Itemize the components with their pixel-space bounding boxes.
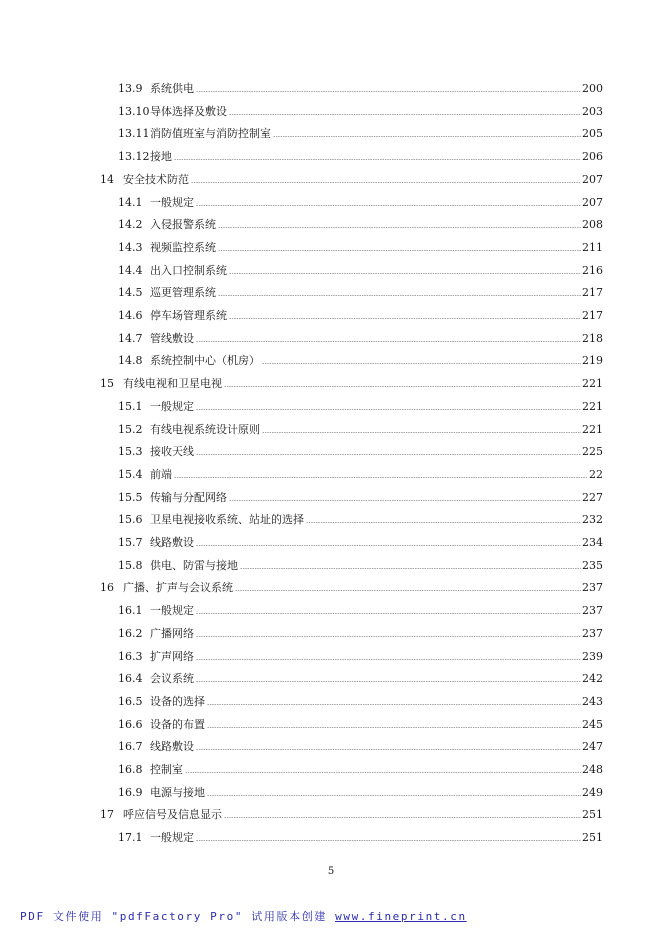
dot-leader xyxy=(262,363,581,364)
toc-entry-number: 14.3 xyxy=(118,241,143,254)
toc-entry-number: 16.8 xyxy=(118,763,143,776)
toc-entry-title: 一般规定 xyxy=(150,831,194,844)
toc-entry-number: 16.5 xyxy=(118,695,143,708)
toc-section-entry[interactable] xyxy=(0,672,603,686)
toc-entry-title: 一般规定 xyxy=(150,196,194,209)
toc-entry-page: 221 xyxy=(582,377,603,390)
dot-leader xyxy=(196,636,581,637)
dot-leader xyxy=(196,545,581,546)
toc-chapter-entry[interactable] xyxy=(0,173,603,187)
toc-entry-page: 243 xyxy=(582,695,603,708)
toc-entry-number: 13.12 xyxy=(118,150,150,163)
dot-leader xyxy=(196,454,581,455)
dot-leader xyxy=(224,817,581,818)
toc-entry-page: 218 xyxy=(582,332,603,345)
toc-entry-page: 249 xyxy=(582,786,603,799)
toc-entry-page: 237 xyxy=(582,627,603,640)
toc-entry-number: 16.2 xyxy=(118,627,143,640)
dot-leader xyxy=(262,432,581,433)
toc-entry-title: 管线敷设 xyxy=(150,332,194,345)
toc-section-entry[interactable] xyxy=(0,354,603,368)
dot-leader xyxy=(218,295,581,296)
dot-leader xyxy=(196,840,581,841)
toc-entry-number: 16 xyxy=(100,581,114,594)
dot-leader xyxy=(196,681,581,682)
toc-entry-number: 17 xyxy=(100,808,114,821)
toc-entry-title: 入侵报警系统 xyxy=(150,218,216,231)
toc-section-entry[interactable] xyxy=(0,763,603,777)
toc-entry-page: 227 xyxy=(582,491,603,504)
toc-entry-page: 239 xyxy=(582,650,603,663)
toc-entry-number: 14.2 xyxy=(118,218,143,231)
toc-section-entry[interactable] xyxy=(0,627,603,641)
toc-section-entry[interactable] xyxy=(0,445,603,459)
toc-entry-title: 设备的布置 xyxy=(150,718,205,731)
toc-entry-title: 线路敷设 xyxy=(150,740,194,753)
toc-section-entry[interactable] xyxy=(0,718,603,732)
toc-chapter-entry[interactable] xyxy=(0,581,603,595)
toc-entry-page: 216 xyxy=(582,264,603,277)
toc-section-entry[interactable] xyxy=(0,423,603,437)
dot-leader xyxy=(196,341,581,342)
toc-section-entry[interactable] xyxy=(0,332,603,346)
footer-link[interactable]: www.fineprint.cn xyxy=(335,910,467,923)
toc-entry-page: 242 xyxy=(582,672,603,685)
toc-section-entry[interactable] xyxy=(0,105,603,119)
dot-leader xyxy=(207,795,581,796)
toc-entry-title: 巡更管理系统 xyxy=(150,286,216,299)
toc-entry-page: 247 xyxy=(582,740,603,753)
toc-entry-page: 219 xyxy=(582,354,603,367)
dot-leader xyxy=(306,522,581,523)
toc-entry-title: 视频监控系统 xyxy=(150,241,216,254)
toc-section-entry[interactable] xyxy=(0,127,603,141)
dot-leader xyxy=(240,568,581,569)
toc-entry-number: 17.1 xyxy=(118,831,143,844)
dot-leader xyxy=(196,613,581,614)
toc-section-entry[interactable] xyxy=(0,286,603,300)
pdf-footer xyxy=(20,908,467,924)
toc-section-entry[interactable] xyxy=(0,196,603,210)
toc-entry-title: 设备的选择 xyxy=(150,695,205,708)
toc-entry-page: 235 xyxy=(582,559,603,572)
toc-section-entry[interactable] xyxy=(0,650,603,664)
toc-section-entry[interactable] xyxy=(0,536,603,550)
toc-entry-number: 13.9 xyxy=(118,82,143,95)
toc-entry-number: 15.5 xyxy=(118,491,143,504)
toc-entry-title: 传输与分配网络 xyxy=(150,491,227,504)
toc-entry-title: 呼应信号及信息显示 xyxy=(123,808,222,821)
toc-section-entry[interactable] xyxy=(0,150,603,164)
toc-entry-title: 卫星电视接收系统、站址的选择 xyxy=(150,513,304,526)
toc-entry-title: 广播网络 xyxy=(150,627,194,640)
toc-section-entry[interactable] xyxy=(0,740,603,754)
page-number: 5 xyxy=(327,866,335,877)
toc-entry-page: 248 xyxy=(582,763,603,776)
dot-leader xyxy=(196,659,581,660)
toc-entry-page: 237 xyxy=(582,604,603,617)
toc-entry-title: 系统供电 xyxy=(150,82,194,95)
toc-entry-number: 15.1 xyxy=(118,400,143,413)
toc-entry-page: 22 xyxy=(589,468,603,481)
toc-entry-number: 15.8 xyxy=(118,559,143,572)
toc-entry-number: 16.6 xyxy=(118,718,143,731)
toc-entry-number: 16.4 xyxy=(118,672,143,685)
dot-leader xyxy=(174,159,581,160)
toc-entry-page: 225 xyxy=(582,445,603,458)
toc-entry-title: 会议系统 xyxy=(150,672,194,685)
toc-entry-number: 16.1 xyxy=(118,604,143,617)
toc-section-entry[interactable] xyxy=(0,491,603,505)
toc-entry-page: 234 xyxy=(582,536,603,549)
toc-section-entry[interactable] xyxy=(0,400,603,414)
toc-entry-page: 245 xyxy=(582,718,603,731)
dot-leader xyxy=(218,250,581,251)
toc-section-entry[interactable] xyxy=(0,468,603,482)
toc-entry-page: 208 xyxy=(582,218,603,231)
dot-leader xyxy=(229,318,581,319)
dot-leader xyxy=(224,386,581,387)
toc-entry-page: 217 xyxy=(582,286,603,299)
toc-entry-number: 15.2 xyxy=(118,423,143,436)
toc-entry-title: 扩声网络 xyxy=(150,650,194,663)
toc-entry-number: 15.6 xyxy=(118,513,143,526)
toc-section-entry[interactable] xyxy=(0,604,603,618)
toc-entry-number: 14.1 xyxy=(118,196,143,209)
toc-entry-page: 207 xyxy=(582,196,603,209)
toc-entry-title: 有线电视和卫星电视 xyxy=(123,377,222,390)
toc-entry-number: 13.11 xyxy=(118,127,150,140)
toc-entry-number: 15.4 xyxy=(118,468,143,481)
toc-entry-page: 251 xyxy=(582,808,603,821)
toc-entry-title: 控制室 xyxy=(150,763,183,776)
toc-entry-title: 供电、防雷与接地 xyxy=(150,559,238,572)
dot-leader xyxy=(196,749,581,750)
toc-entry-number: 14.5 xyxy=(118,286,143,299)
toc-section-entry[interactable] xyxy=(0,786,603,800)
toc-entry-page: 205 xyxy=(582,127,603,140)
toc-entry-page: 211 xyxy=(582,241,603,254)
toc-entry-title: 广播、扩声与会议系统 xyxy=(123,581,233,594)
toc-entry-title: 出入口控制系统 xyxy=(150,264,227,277)
toc-section-entry[interactable] xyxy=(0,264,603,278)
dot-leader xyxy=(207,727,581,728)
toc-entry-title: 有线电视系统设计原则 xyxy=(150,423,260,436)
toc-entry-title: 线路敷设 xyxy=(150,536,194,549)
toc-entry-page: 200 xyxy=(582,82,603,95)
toc-entry-number: 16.9 xyxy=(118,786,143,799)
toc-entry-title: 停车场管理系统 xyxy=(150,309,227,322)
dot-leader xyxy=(207,704,581,705)
toc-entry-number: 14.4 xyxy=(118,264,143,277)
footer-text: PDF 文件使用 "pdfFactory Pro" 试用版本创建 xyxy=(20,910,336,923)
toc-entry-page: 206 xyxy=(582,150,603,163)
toc-entry-page: 217 xyxy=(582,309,603,322)
toc-section-entry[interactable] xyxy=(0,513,603,527)
toc-entry-title: 前端 xyxy=(150,468,172,481)
toc-entry-number: 16.3 xyxy=(118,650,143,663)
toc-entry-page: 232 xyxy=(582,513,603,526)
dot-leader xyxy=(229,500,581,501)
toc-entry-title: 系统控制中心（机房） xyxy=(150,354,260,367)
toc-entry-title: 消防值班室与消防控制室 xyxy=(150,127,271,140)
toc-chapter-entry[interactable] xyxy=(0,377,603,391)
toc-entry-number: 16.7 xyxy=(118,740,143,753)
toc-section-entry[interactable] xyxy=(0,218,603,232)
toc-entry-number: 14.6 xyxy=(118,309,143,322)
toc-entry-title: 安全技术防范 xyxy=(123,173,189,186)
toc-entry-number: 13.10 xyxy=(118,105,150,118)
toc-section-entry[interactable] xyxy=(0,695,603,709)
dot-leader xyxy=(196,205,581,206)
toc-section-entry[interactable] xyxy=(0,559,603,573)
toc-entry-title: 一般规定 xyxy=(150,604,194,617)
toc-entry-title: 接地 xyxy=(150,150,172,163)
toc-entry-title: 接收天线 xyxy=(150,445,194,458)
dot-leader xyxy=(229,114,581,115)
toc-chapter-entry[interactable] xyxy=(0,808,603,822)
toc-entry-title: 一般规定 xyxy=(150,400,194,413)
toc-entry-number: 15 xyxy=(100,377,114,390)
toc-section-entry[interactable] xyxy=(0,241,603,255)
toc-section-entry[interactable] xyxy=(0,831,603,845)
toc-entry-number: 15.7 xyxy=(118,536,143,549)
toc-entry-title: 电源与接地 xyxy=(150,786,205,799)
toc-entry-title: 导体选择及敷设 xyxy=(150,105,227,118)
dot-leader xyxy=(273,136,581,137)
toc-entry-number: 15.3 xyxy=(118,445,143,458)
toc-entry-page: 203 xyxy=(582,105,603,118)
toc-entry-page: 221 xyxy=(582,400,603,413)
dot-leader xyxy=(229,273,581,274)
toc-entry-number: 14.8 xyxy=(118,354,143,367)
dot-leader xyxy=(196,409,581,410)
toc-section-entry[interactable] xyxy=(0,309,603,323)
dot-leader xyxy=(174,477,588,478)
toc-entry-page: 237 xyxy=(582,581,603,594)
toc-entry-page: 221 xyxy=(582,423,603,436)
toc-entry-number: 14 xyxy=(100,173,114,186)
dot-leader xyxy=(218,227,581,228)
toc-entry-page: 207 xyxy=(582,173,603,186)
dot-leader xyxy=(235,590,581,591)
dot-leader xyxy=(196,91,581,92)
dot-leader xyxy=(191,182,581,183)
toc-section-entry[interactable] xyxy=(0,82,603,96)
toc-entry-number: 14.7 xyxy=(118,332,143,345)
toc-entry-page: 251 xyxy=(582,831,603,844)
dot-leader xyxy=(185,772,581,773)
